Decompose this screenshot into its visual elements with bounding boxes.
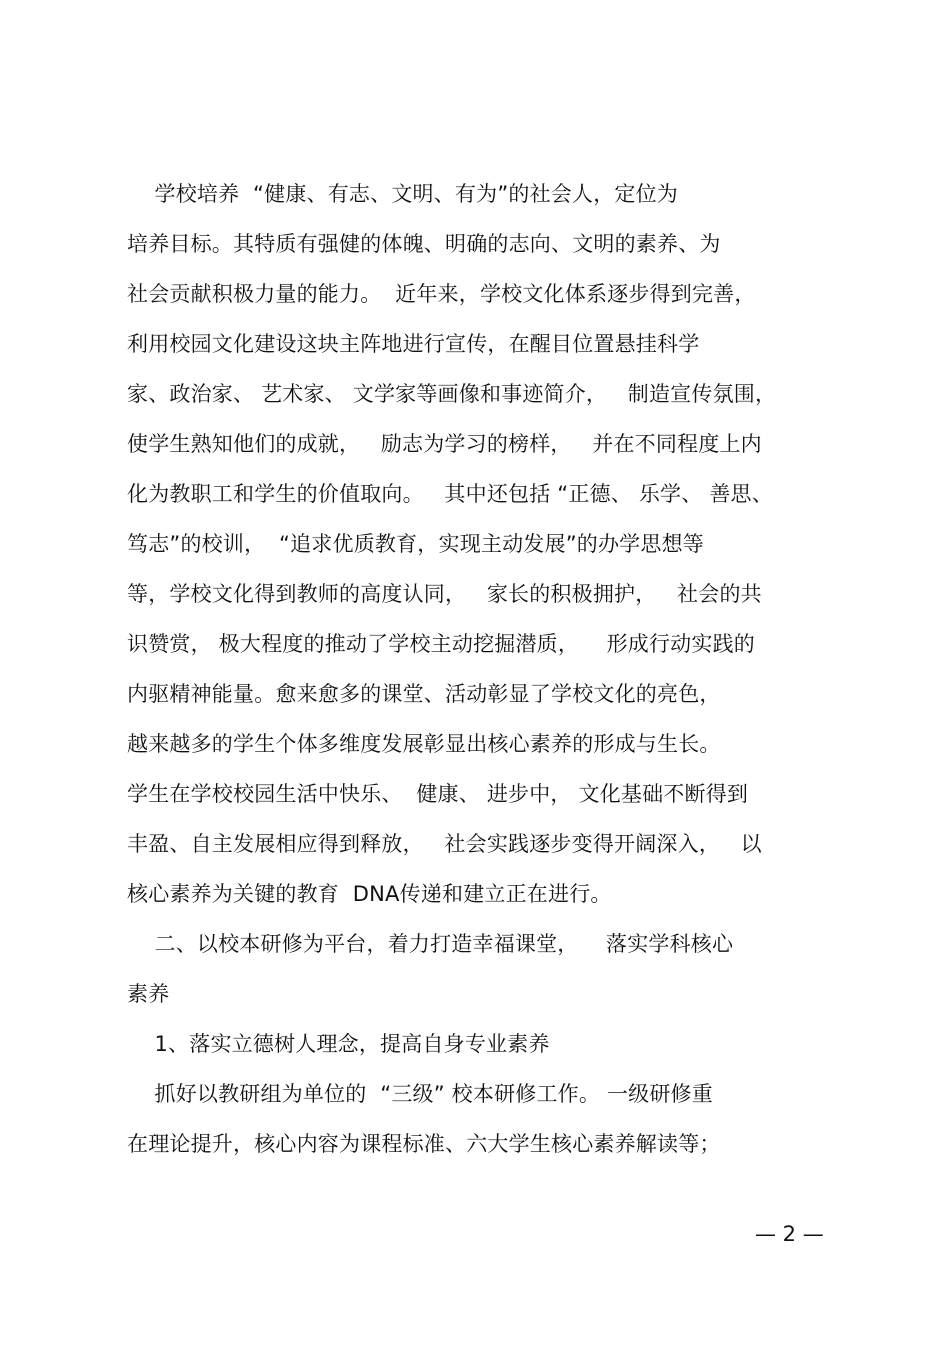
paragraph-line: 在理论提升，核心内容为课程标准、六大学生核心素养解读等； [127, 1132, 721, 1156]
paragraph-line: 抓好以教研组为单位的 “三级” 校本研修工作。 一级研修重 [127, 1082, 713, 1106]
paragraph-line: 化为教职工和学生的价值取向。 其中还包括 “正德、 乐学、 善思、 [127, 482, 773, 506]
paragraph-line: 社会贡献积极力量的能力。 近年来，学校文化体系逐步得到完善， [127, 282, 756, 306]
paragraph-line: 培养目标。其特质有强健的体魄、明确的志向、文明的素养、为 [127, 232, 721, 256]
paragraph-line: 内驱精神能量。愈来愈多的课堂、活动彰显了学校文化的亮色， [127, 682, 721, 706]
paragraph-line: 家、政治家、 艺术家、 文学家等画像和事迹简介， 制造宣传氛围， [127, 382, 777, 406]
subsection-heading: 1、落实立德树人理念，提高自身专业素养 [127, 1032, 550, 1056]
section-heading-line: 二、以校本研修为平台，着力打造幸福课堂， 落实学科核心 [127, 932, 734, 956]
paragraph-line: 越来越多的学生个体多维度发展彰显出核心素养的形成与生长。 [127, 732, 721, 756]
paragraph-line: 识赞赏， 极大程度的推动了学校主动挖掘潜质， 形成行动实践的 [127, 632, 755, 656]
section-heading-line: 素养 [127, 982, 170, 1006]
paragraph-line: 学校培养 “健康、有志、文明、有为”的社会人，定位为 [127, 182, 679, 206]
paragraph-line: 学生在学校校园生活中快乐、 健康、 进步中， 文化基础不断得到 [127, 782, 749, 806]
paragraph-line: 等，学校文化得到教师的高度认同， 家长的积极拥护， 社会的共 [127, 582, 762, 606]
paragraph-line: 丰盈、自主发展相应得到释放， 社会实践逐步变得开阔深入， 以 [127, 832, 762, 856]
paragraph-line: 利用校园文化建设这块主阵地进行宣传，在醒目位置悬挂科学 [127, 332, 700, 356]
paragraph-line: 核心素养为关键的教育 DNA传递和建立正在进行。 [127, 882, 612, 906]
paragraph-line: 使学生熟知他们的成就， 励志为学习的榜样， 并在不同程度上内 [127, 432, 762, 456]
page-number: — 2 — [755, 1222, 824, 1246]
paragraph-line: 笃志”的校训， “追求优质教育，实现主动发展”的办学思想等 [127, 532, 704, 556]
